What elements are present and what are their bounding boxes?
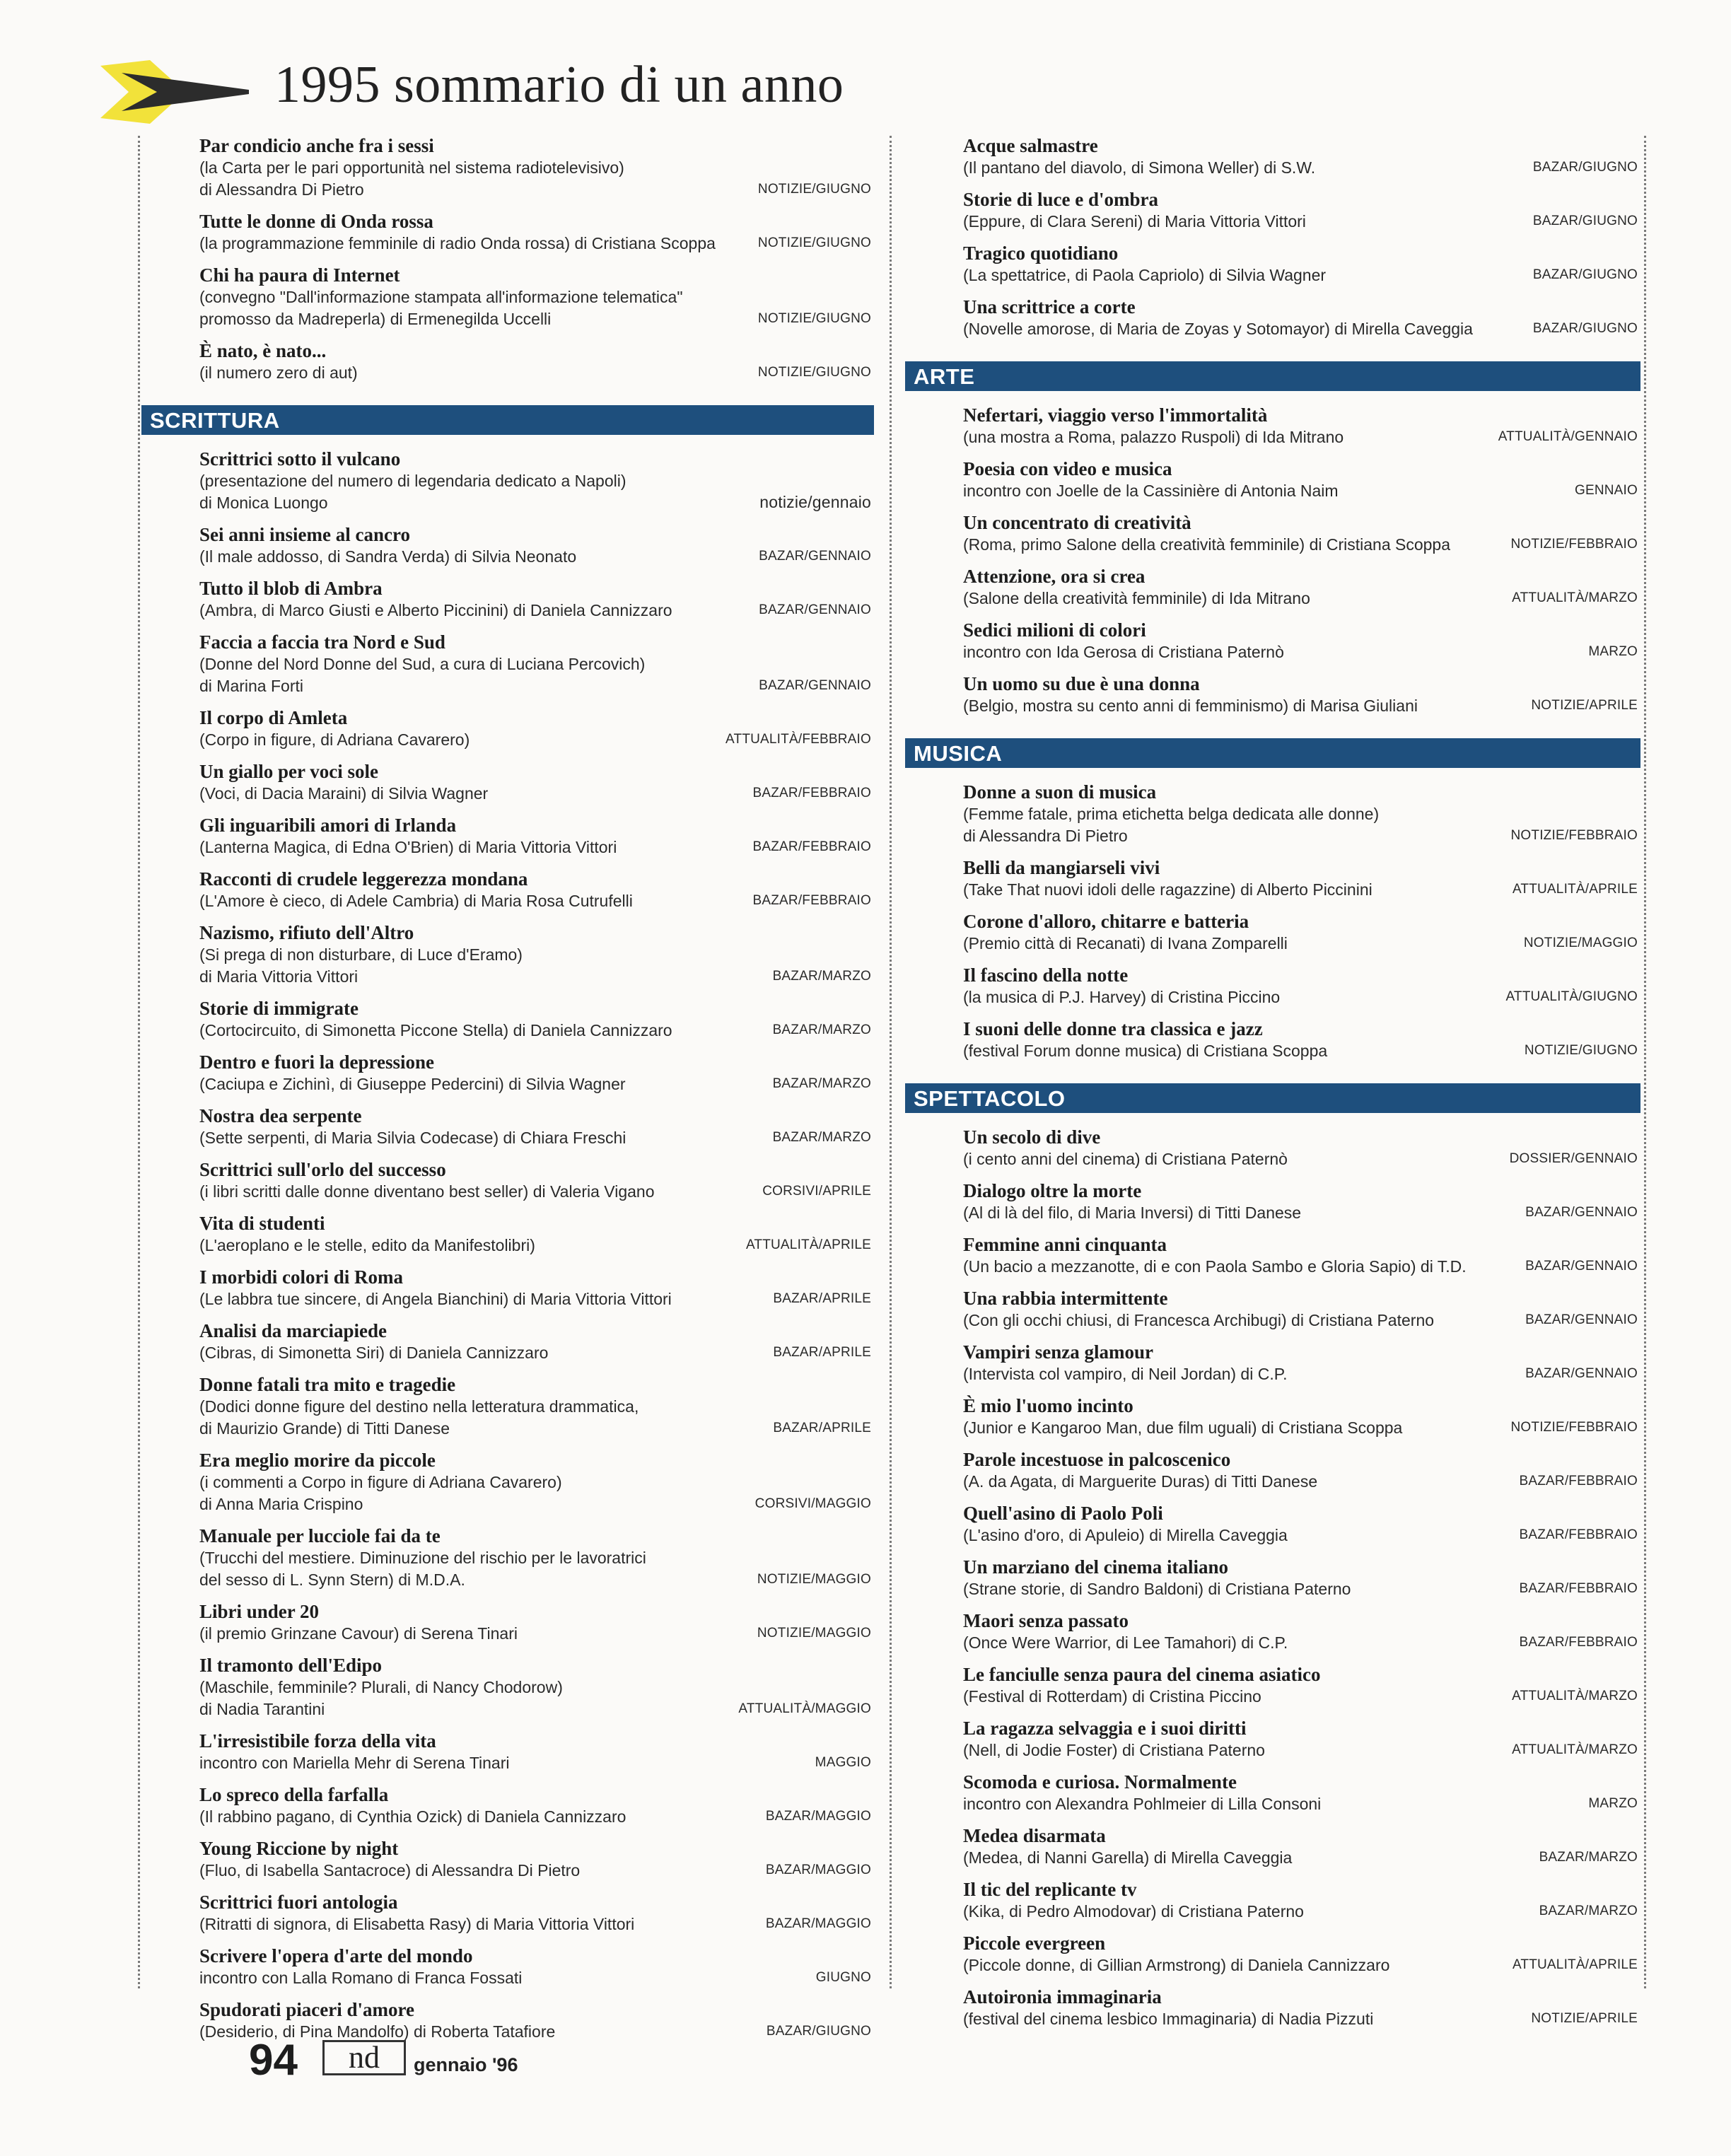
entry-description: (Corpo in figure, di Adriana Cavarero) — [199, 730, 470, 749]
summary-entry — [141, 706, 874, 751]
entry-title: Libri under 20 — [199, 1601, 320, 1622]
left-column — [141, 134, 874, 2052]
entry-description: (la Carta per le pari opportunità nel sistema radiotelevisivo) — [199, 158, 624, 177]
entry-title: Sei anni insieme al cancro — [199, 524, 411, 545]
entry-title: Attenzione, ora si crea — [963, 566, 1146, 587]
entry-title: Un secolo di dive — [963, 1126, 1101, 1148]
summary-entry — [141, 448, 874, 514]
summary-entry — [905, 672, 1640, 717]
entry-description: (A. da Agata, di Marguerite Duras) di Titti Danese — [963, 1472, 1318, 1491]
entry-title: Nefertari, viaggio verso l'immortalità — [963, 404, 1268, 426]
entry-description: incontro con Ida Gerosa di Cristiana Paternò — [963, 643, 1284, 661]
entry-rubric-tag: ATTUALITÀ/MAGGIO — [738, 1701, 871, 1716]
magazine-logo: nd — [322, 2040, 406, 2075]
entry-title: Il tic del replicante tv — [963, 1879, 1137, 1900]
entry-title: Una scrittrice a corte — [963, 296, 1136, 317]
entry-description: (Femme fatale, prima etichetta belga dedicata alle donne) — [963, 805, 1380, 823]
entry-title: È nato, è nato... — [199, 340, 327, 361]
column-divider-left — [138, 136, 140, 1988]
entry-description: (Cortocircuito, di Simonetta Piccone Stella) di Daniela Cannizzaro — [199, 1021, 672, 1039]
entry-rubric-tag: NOTIZIE/GIUGNO — [1524, 1043, 1638, 1058]
left-top-list — [141, 134, 874, 384]
entry-description: promosso da Madreperla) di Ermenegilda Uccelli — [199, 310, 552, 328]
entry-description: (festival del cinema lesbico Immaginaria) di Nadia Pizzuti — [963, 2010, 1374, 2028]
scrittura-list — [141, 448, 874, 2043]
summary-entry — [141, 1525, 874, 1591]
entry-description: (Trucchi del mestiere. Diminuzione del rischio per le lavoratrici — [199, 1549, 646, 1567]
summary-entry — [141, 814, 874, 858]
entry-description: (L'aeroplano e le stelle, edito da Manifestolibri) — [199, 1236, 535, 1254]
entry-description: di Monica Luongo — [199, 494, 328, 512]
entry-description: (Take That nuovi idoli delle ragazzine) di Alberto Piccinini — [963, 880, 1372, 899]
summary-entry — [141, 1051, 874, 1095]
entry-title: Scrittrici sotto il vulcano — [199, 448, 401, 470]
entry-description: di Nadia Tarantini — [199, 1700, 325, 1718]
entry-title: Young Riccione by night — [199, 1838, 399, 1859]
entry-description: (Roma, primo Salone della creatività femminile) di Cristiana Scoppa — [963, 535, 1451, 554]
entry-title: Un concentrato di creatività — [963, 512, 1191, 533]
summary-entry — [141, 631, 874, 697]
summary-entry — [905, 1986, 1640, 2030]
entry-title: Tutte le donne di Onda rossa — [199, 211, 433, 232]
entry-description: incontro con Mariella Mehr di Serena Tinari — [199, 1754, 510, 1772]
entry-rubric-tag: NOTIZIE/GIUGNO — [757, 182, 871, 197]
entry-title: Storie di immigrate — [199, 998, 359, 1019]
entry-description: (Ritratti di signora, di Elisabetta Rasy) di Maria Vittoria Vittori — [199, 1915, 635, 1933]
entry-title: Analisi da marciapiede — [199, 1320, 387, 1341]
entry-description: incontro con Lalla Romano di Franca Fossati — [199, 1969, 523, 1987]
entry-rubric-tag: NOTIZIE/GIUGNO — [757, 311, 871, 326]
entry-description: incontro con Joelle de la Cassinière di Antonia Naim — [963, 482, 1339, 500]
right-column — [905, 134, 1640, 2039]
entry-description: (Il pantano del diavolo, di Simona Weller) di S.W. — [963, 158, 1316, 177]
entry-rubric-tag: ATTUALITÀ/FEBBRAIO — [725, 732, 871, 747]
summary-entry — [905, 781, 1640, 847]
entry-rubric-tag: BAZAR/APRILE — [773, 1291, 871, 1306]
section-header-arte: ARTE — [905, 361, 1640, 391]
summary-entry — [905, 1287, 1640, 1332]
entry-description: (la programmazione femminile di radio Onda rossa) di Cristiana Scoppa — [199, 234, 716, 252]
entry-rubric-tag: ATTUALITÀ/APRILE — [745, 1237, 871, 1252]
entry-rubric-tag: BAZAR/FEBBRAIO — [1519, 1474, 1638, 1488]
entry-title: Parole incestuose in palcoscenico — [963, 1449, 1231, 1470]
entry-rubric-tag: BAZAR/MARZO — [1539, 1850, 1638, 1865]
entry-title: Il corpo di Amleta — [199, 707, 348, 728]
entry-rubric-tag: ATTUALITÀ/MARZO — [1512, 1742, 1638, 1757]
entry-rubric-tag: DOSSIER/GENNAIO — [1509, 1151, 1638, 1166]
entry-rubric-tag: BAZAR/MAGGIO — [765, 1809, 871, 1824]
entry-rubric-tag: GIUGNO — [815, 1970, 871, 1985]
entry-title: Racconti di crudele leggerezza mondana — [199, 868, 528, 890]
summary-entry — [141, 1783, 874, 1828]
right-top-list — [905, 134, 1640, 340]
entry-title: Sedici milioni di colori — [963, 619, 1146, 641]
entry-title: Acque salmastre — [963, 135, 1098, 156]
entry-title: Faccia a faccia tra Nord e Sud — [199, 631, 445, 653]
spettacolo-list — [905, 1126, 1640, 2030]
entry-description: (la musica di P.J. Harvey) di Cristina Piccino — [963, 988, 1281, 1006]
entry-title: Il fascino della notte — [963, 965, 1129, 986]
summary-entry — [905, 1126, 1640, 1170]
entry-rubric-tag: BAZAR/FEBBRAIO — [752, 893, 871, 908]
section-musica — [905, 738, 1640, 1062]
entry-description: (Maschile, femminile? Plurali, di Nancy Chodorow) — [199, 1678, 563, 1696]
entry-description: di Marina Forti — [199, 677, 303, 695]
entry-rubric-tag: NOTIZIE/MAGGIO — [757, 1572, 871, 1587]
entry-rubric-tag: BAZAR/MAGGIO — [765, 1916, 871, 1931]
summary-entry — [141, 1105, 874, 1149]
entry-title: Spudorati piaceri d'amore — [199, 1999, 415, 2020]
summary-entry — [141, 997, 874, 1042]
entry-rubric-tag: BAZAR/FEBBRAIO — [752, 839, 871, 854]
entry-rubric-tag: NOTIZIE/FEBBRAIO — [1510, 828, 1638, 843]
summary-entry — [905, 458, 1640, 502]
entry-description: (Un bacio a mezzanotte, di e con Paola Sambo e Gloria Sapio) di T.D. — [963, 1257, 1467, 1276]
entry-title: Tragico quotidiano — [963, 243, 1119, 264]
entry-description: (convegno "Dall'informazione stampata all'informazione telematica" — [199, 288, 683, 306]
entry-description: (Piccole donne, di Gillian Armstrong) di Daniela Cannizzaro — [963, 1956, 1390, 1974]
summary-entry — [141, 1837, 874, 1882]
entry-title: Gli inguaribili amori di Irlanda — [199, 815, 457, 836]
entry-rubric-tag: MAGGIO — [815, 1755, 871, 1770]
entry-title: Una rabbia intermittente — [963, 1288, 1168, 1309]
entry-title: Nostra dea serpente — [199, 1105, 362, 1126]
entry-title: Le fanciulle senza paura del cinema asiatico — [963, 1664, 1321, 1685]
summary-entry — [141, 1212, 874, 1257]
entry-description: del sesso di L. Synn Stern) di M.D.A. — [199, 1571, 465, 1589]
entry-description: (L'asino d'oro, di Apuleio) di Mirella Caveggia — [963, 1526, 1288, 1544]
summary-entry — [141, 1449, 874, 1515]
entry-title: Maori senza passato — [963, 1610, 1129, 1631]
entry-description: (una mostra a Roma, palazzo Ruspoli) di Ida Mitrano — [963, 428, 1344, 446]
entry-rubric-tag: MARZO — [1588, 1796, 1638, 1811]
entry-title: Donne fatali tra mito e tragedie — [199, 1374, 456, 1395]
entry-rubric-tag: GENNAIO — [1574, 483, 1638, 498]
entry-description: (Il male addosso, di Sandra Verda) di Silvia Neonato — [199, 547, 577, 566]
entry-title: Era meglio morire da piccole — [199, 1450, 436, 1471]
entry-rubric-tag: BAZAR/GENNAIO — [1525, 1205, 1638, 1220]
summary-entry — [905, 1556, 1640, 1600]
section-header-spettacolo: SPETTACOLO — [905, 1083, 1640, 1113]
entry-rubric-tag: BAZAR/GENNAIO — [759, 549, 871, 564]
entry-rubric-tag: ATTUALITÀ/GIUGNO — [1505, 989, 1638, 1004]
summary-entry — [905, 1448, 1640, 1493]
summary-entry — [141, 921, 874, 988]
section-header-musica: MUSICA — [905, 738, 1640, 768]
entry-description: (Eppure, di Clara Sereni) di Maria Vittoria Vittori — [963, 212, 1306, 231]
entry-title: Poesia con video e musica — [963, 458, 1172, 479]
entry-rubric-tag: NOTIZIE/MAGGIO — [1523, 936, 1638, 950]
entry-title: Quell'asino di Paolo Poli — [963, 1503, 1163, 1524]
entry-rubric-tag: NOTIZIE/GIUGNO — [757, 235, 871, 250]
entry-title: L'irresistibile forza della vita — [199, 1730, 436, 1752]
summary-entry — [141, 210, 874, 255]
entry-rubric-tag: BAZAR/MARZO — [772, 1022, 871, 1037]
issue-date: gennaio '96 — [414, 2054, 518, 2075]
entry-description: (Donne del Nord Donne del Sud, a cura di Luciana Percovich) — [199, 655, 646, 673]
entry-rubric-tag: BAZAR/GIUGNO — [1532, 160, 1638, 175]
page-title: 1995 sommario di un anno — [274, 56, 844, 114]
entry-rubric-tag: BAZAR/GENNAIO — [1525, 1259, 1638, 1274]
entry-rubric-tag: NOTIZIE/GIUGNO — [757, 365, 871, 380]
summary-entry — [141, 1600, 874, 1645]
entry-rubric-tag: BAZAR/FEBBRAIO — [1519, 1527, 1638, 1542]
entry-description: (Lanterna Magica, di Edna O'Brien) di Maria Vittoria Vittori — [199, 838, 617, 856]
entry-title: Dentro e fuori la depressione — [199, 1051, 434, 1073]
entry-rubric-tag: NOTIZIE/FEBBRAIO — [1510, 1420, 1638, 1435]
summary-entry — [141, 1319, 874, 1364]
entry-description: (Festival di Rotterdam) di Cristina Piccino — [963, 1687, 1261, 1706]
summary-entry — [141, 577, 874, 622]
entry-title: Chi ha paura di Internet — [199, 264, 400, 286]
entry-rubric-tag: ATTUALITÀ/APRILE — [1512, 1957, 1638, 1972]
summary-entry — [141, 1945, 874, 1989]
entry-description: (Fluo, di Isabella Santacroce) di Alessandra Di Pietro — [199, 1861, 581, 1880]
arrow-logo-icon — [100, 60, 256, 124]
entry-rubric-tag: BAZAR/GENNAIO — [759, 602, 871, 617]
entry-title: Donne a suon di musica — [963, 781, 1157, 803]
entry-description: (Al di là del filo, di Maria Inversi) di Titti Danese — [963, 1204, 1302, 1222]
summary-entry — [141, 1158, 874, 1203]
entry-title: La ragazza selvaggia e i suoi diritti — [963, 1718, 1247, 1739]
entry-title: Un giallo per voci sole — [199, 761, 378, 782]
entry-title: Scrittrici sull'orlo del successo — [199, 1159, 446, 1180]
entry-description: (Kika, di Pedro Almodovar) di Cristiana Paterno — [963, 1902, 1304, 1921]
entry-title: Scomoda e curiosa. Normalmente — [963, 1771, 1237, 1793]
summary-entry — [905, 1018, 1640, 1062]
entry-description: (La spettatrice, di Paola Capriolo) di Silvia Wagner — [963, 266, 1327, 284]
summary-entry — [141, 760, 874, 805]
entry-title: Manuale per lucciole fai da te — [199, 1525, 441, 1546]
summary-entry — [141, 523, 874, 568]
entry-description: (Premio città di Recanati) di Ivana Zomparelli — [963, 934, 1288, 952]
entry-rubric-tag: BAZAR/GIUGNO — [1532, 214, 1638, 228]
summary-entry — [905, 1341, 1640, 1385]
entry-rubric-tag: MARZO — [1588, 644, 1638, 659]
summary-entry — [141, 1891, 874, 1935]
entry-title: È mio l'uomo incinto — [963, 1395, 1133, 1416]
entry-description: (Salone della creatività femminile) di Ida Mitrano — [963, 589, 1310, 607]
summary-entry — [905, 1179, 1640, 1224]
entry-title: Piccole evergreen — [963, 1933, 1106, 1954]
entry-rubric-tag: NOTIZIE/FEBBRAIO — [1510, 537, 1638, 552]
entry-description: (Medea, di Nanni Garella) di Mirella Caveggia — [963, 1848, 1293, 1867]
entry-description: incontro con Alexandra Pohlmeier di Lilla Consoni — [963, 1795, 1322, 1813]
summary-entry — [905, 1771, 1640, 1815]
entry-description: (Dodici donne figure del destino nella letteratura drammatica, — [199, 1397, 639, 1416]
summary-entry — [905, 910, 1640, 955]
summary-entry — [905, 1663, 1640, 1708]
entry-title: I morbidi colori di Roma — [199, 1266, 403, 1288]
entry-description: di Maria Vittoria Vittori — [199, 967, 359, 986]
summary-entry — [141, 339, 874, 384]
entry-description: (Once Were Warrior, di Lee Tamahori) di C.P. — [963, 1633, 1288, 1652]
entry-description: (Junior e Kangaroo Man, due film uguali) di Cristiana Scoppa — [963, 1418, 1403, 1437]
entry-description: di Anna Maria Crispino — [199, 1495, 363, 1513]
entry-title: Un uomo su due è una donna — [963, 673, 1200, 694]
summary-entry — [141, 868, 874, 912]
entry-rubric-tag: BAZAR/GENNAIO — [1525, 1366, 1638, 1381]
summary-entry — [905, 134, 1640, 179]
entry-description: (presentazione del numero di legendaria dedicato a Napoli) — [199, 472, 626, 490]
entry-title: Vampiri senza glamour — [963, 1341, 1153, 1363]
summary-entry — [141, 1373, 874, 1440]
entry-title: Corone d'alloro, chitarre e batteria — [963, 911, 1249, 932]
entry-rubric-tag: BAZAR/GIUGNO — [766, 2024, 871, 2039]
entry-description: (i libri scritti dalle donne diventano best seller) di Valeria Vigano — [199, 1182, 655, 1201]
entry-title: Nazismo, rifiuto dell'Altro — [199, 922, 414, 943]
entry-title: Tutto il blob di Ambra — [199, 578, 383, 599]
entry-description: (festival Forum donne musica) di Cristiana Scoppa — [963, 1042, 1328, 1060]
entry-rubric-tag: BAZAR/MARZO — [772, 969, 871, 984]
section-scrittura — [141, 405, 874, 2043]
entry-rubric-tag: BAZAR/GENNAIO — [759, 678, 871, 693]
column-divider-middle — [890, 136, 892, 1988]
entry-description: (Voci, di Dacia Maraini) di Silvia Wagner — [199, 784, 489, 803]
entry-description: (Intervista col vampiro, di Neil Jordan) di C.P. — [963, 1365, 1288, 1383]
entry-rubric-tag: NOTIZIE/MAGGIO — [757, 1626, 871, 1641]
summary-entry — [905, 1394, 1640, 1439]
entry-rubric-tag: ATTUALITÀ/GENNAIO — [1498, 429, 1638, 444]
summary-entry — [905, 188, 1640, 233]
section-header-scrittura: SCRITTURA — [141, 405, 874, 435]
entry-title: Belli da mangiarseli vivi — [963, 857, 1160, 878]
entry-rubric-tag: BAZAR/MAGGIO — [765, 1863, 871, 1877]
entry-rubric-tag: BAZAR/FEBBRAIO — [1519, 1581, 1638, 1596]
entry-rubric-tag: BAZAR/APRILE — [773, 1345, 871, 1360]
entry-title: Il tramonto dell'Edipo — [199, 1655, 383, 1676]
entry-description: (Sette serpenti, di Maria Silvia Codecase) di Chiara Freschi — [199, 1129, 626, 1147]
summary-entry — [905, 964, 1640, 1008]
entry-rubric-tag: notizie/gennaio — [759, 493, 871, 511]
entry-rubric-tag: BAZAR/MARZO — [772, 1076, 871, 1091]
entry-description: di Alessandra Di Pietro — [199, 180, 364, 199]
entry-description: (il premio Grinzane Cavour) di Serena Tinari — [199, 1624, 518, 1643]
entry-rubric-tag: ATTUALITÀ/MARZO — [1512, 1689, 1638, 1703]
entry-title: Dialogo oltre la morte — [963, 1180, 1142, 1201]
entry-title: Scrittrici fuori antologia — [199, 1892, 398, 1913]
entry-title: Scrivere l'opera d'arte del mondo — [199, 1945, 473, 1966]
entry-rubric-tag: BAZAR/APRILE — [773, 1421, 871, 1435]
entry-description: (Nell, di Jodie Foster) di Cristiana Paterno — [963, 1741, 1265, 1759]
entry-title: I suoni delle donne tra classica e jazz — [963, 1018, 1263, 1039]
entry-title: Autoironia immaginaria — [963, 1986, 1162, 2008]
entry-rubric-tag: BAZAR/GIUGNO — [1532, 321, 1638, 336]
summary-entry — [905, 1824, 1640, 1869]
entry-title: Femmine anni cinquanta — [963, 1234, 1167, 1255]
entry-description: (Novelle amorose, di Maria de Zoyas y Sotomayor) di Mirella Caveggia — [963, 320, 1473, 338]
summary-entry — [141, 1730, 874, 1774]
entry-rubric-tag: CORSIVI/MAGGIO — [754, 1496, 871, 1511]
entry-rubric-tag: NOTIZIE/APRILE — [1531, 2011, 1638, 2026]
summary-entry — [905, 1878, 1640, 1923]
column-divider-right — [1644, 136, 1646, 1988]
entry-title: Storie di luce e d'ombra — [963, 189, 1158, 210]
summary-entry — [141, 1654, 874, 1720]
entry-description: (il numero zero di aut) — [199, 363, 358, 382]
page-number: 94 — [249, 2036, 298, 2085]
summary-entry — [905, 1717, 1640, 1761]
entry-description: (Caciupa e Zichinì, di Giuseppe Pedercini) di Silvia Wagner — [199, 1075, 626, 1093]
summary-entry — [141, 1266, 874, 1310]
entry-description: (i cento anni del cinema) di Cristiana Paternò — [963, 1150, 1288, 1168]
entry-description: (Desiderio, di Pina Mandolfo) di Roberta Tatafiore — [199, 2022, 556, 2041]
entry-rubric-tag: ATTUALITÀ/MARZO — [1512, 590, 1638, 605]
entry-description: (L'Amore è cieco, di Adele Cambria) di Maria Rosa Cutrufelli — [199, 892, 633, 910]
entry-description: (Strane storie, di Sandro Baldoni) di Cristiana Paterno — [963, 1580, 1351, 1598]
entry-rubric-tag: BAZAR/GENNAIO — [1525, 1312, 1638, 1327]
arte-list — [905, 404, 1640, 717]
summary-entry — [905, 1932, 1640, 1976]
entry-description: (Con gli occhi chiusi, di Francesca Archibugi) di Cristiana Paterno — [963, 1311, 1435, 1329]
entry-rubric-tag: BAZAR/MARZO — [1539, 1904, 1638, 1918]
entry-description: di Maurizio Grande) di Titti Danese — [199, 1419, 450, 1438]
summary-entry — [905, 1609, 1640, 1654]
entry-description: (i commenti a Corpo in figure di Adriana Cavarero) — [199, 1473, 562, 1491]
entry-title: Un marziano del cinema italiano — [963, 1556, 1228, 1578]
entry-rubric-tag: BAZAR/MARZO — [772, 1130, 871, 1145]
entry-title: Medea disarmata — [963, 1825, 1106, 1846]
summary-entry — [905, 296, 1640, 340]
entry-description: (Il rabbino pagano, di Cynthia Ozick) di Daniela Cannizzaro — [199, 1807, 626, 1826]
entry-title: Lo spreco della farfalla — [199, 1784, 389, 1805]
entry-rubric-tag: BAZAR/GIUGNO — [1532, 267, 1638, 282]
section-arte — [905, 361, 1640, 717]
section-spettacolo — [905, 1083, 1640, 2030]
entry-rubric-tag: ATTUALITÀ/APRILE — [1512, 882, 1638, 897]
summary-entry — [905, 1502, 1640, 1546]
summary-entry — [141, 264, 874, 330]
summary-entry — [905, 856, 1640, 901]
summary-entry — [905, 404, 1640, 448]
entry-rubric-tag: CORSIVI/APRILE — [762, 1184, 871, 1199]
entry-description: di Alessandra Di Pietro — [963, 827, 1128, 845]
entry-rubric-tag: BAZAR/FEBBRAIO — [752, 786, 871, 800]
entry-description: (Ambra, di Marco Giusti e Alberto Piccinini) di Daniela Cannizzaro — [199, 601, 672, 619]
summary-entry — [905, 1233, 1640, 1278]
summary-entry — [141, 134, 874, 201]
entry-description: (Belgio, mostra su cento anni di femminismo) di Marisa Giuliani — [963, 697, 1418, 715]
summary-entry — [905, 242, 1640, 286]
entry-description: (Le labbra tue sincere, di Angela Bianchini) di Maria Vittoria Vittori — [199, 1290, 672, 1308]
entry-description: (Si prega di non disturbare, di Luce d'Eramo) — [199, 945, 523, 964]
summary-entry — [905, 565, 1640, 610]
entry-rubric-tag: BAZAR/FEBBRAIO — [1519, 1635, 1638, 1650]
entry-description: (Cibras, di Simonetta Siri) di Daniela Cannizzaro — [199, 1344, 549, 1362]
entry-title: Vita di studenti — [199, 1213, 325, 1234]
summary-entry — [905, 619, 1640, 663]
entry-rubric-tag: NOTIZIE/APRILE — [1531, 698, 1638, 713]
entry-title: Par condicio anche fra i sessi — [199, 135, 434, 156]
summary-entry — [905, 511, 1640, 556]
musica-list — [905, 781, 1640, 1062]
